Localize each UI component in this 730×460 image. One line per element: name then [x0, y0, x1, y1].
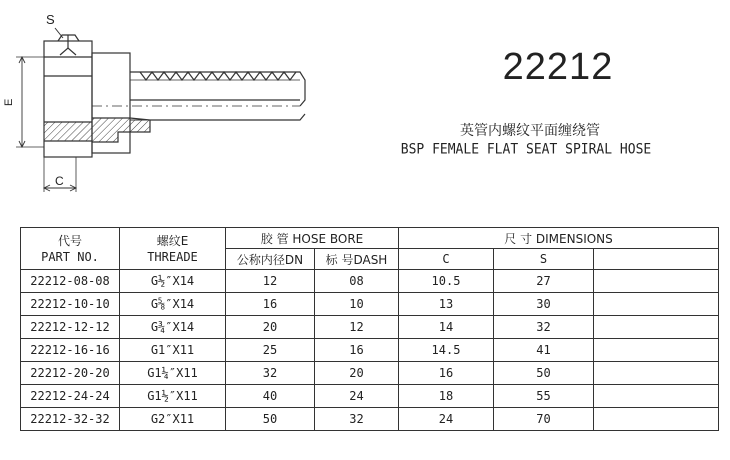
drawing-label-s: S: [46, 12, 55, 27]
table-row: [21, 270, 719, 293]
cell-thread: G1″X11: [120, 339, 226, 362]
cell-part: 22212-24-24: [21, 385, 120, 408]
table-row: [21, 385, 719, 408]
cell-blank: [594, 408, 719, 431]
cell-dn: 32: [226, 362, 315, 385]
table-row: [21, 316, 719, 339]
table-row: [21, 339, 719, 362]
cell-blank: [594, 362, 719, 385]
cell-dash: 20: [315, 362, 399, 385]
cell-s: 55: [494, 385, 594, 408]
cell-blank: [594, 270, 719, 293]
cell-blank: [594, 385, 719, 408]
header-c: C: [399, 249, 494, 270]
cell-s: 30: [494, 293, 594, 316]
cell-dn: 40: [226, 385, 315, 408]
header-hose-bore: 胶 管 HOSE BORE: [226, 228, 399, 249]
cell-c: 16: [399, 362, 494, 385]
cell-c: 14.5: [399, 339, 494, 362]
cell-thread: G½″X14: [120, 270, 226, 293]
cell-dash: 08: [315, 270, 399, 293]
header-s: S: [494, 249, 594, 270]
cell-dash: 10: [315, 293, 399, 316]
table-row: [21, 408, 719, 431]
header-blank: [594, 249, 719, 270]
header-thread-cn: 螺纹E: [156, 233, 189, 248]
cell-thread: G2″X11: [120, 408, 226, 431]
header-part-en: PART NO.: [41, 249, 99, 264]
header-part-cn: 代号: [57, 233, 82, 248]
header-dimensions: 尺 寸 DIMENSIONS: [399, 228, 719, 249]
cell-s: 70: [494, 408, 594, 431]
cell-dn: 25: [226, 339, 315, 362]
header-dn: 公称内径DN: [226, 249, 315, 270]
cell-s: 32: [494, 316, 594, 339]
header-part-no: [21, 228, 120, 270]
header-dash: 标 号DASH: [315, 249, 399, 270]
table-row: [21, 362, 719, 385]
part-code-title: 22212: [502, 46, 614, 88]
cell-thread: G1½″X11: [120, 385, 226, 408]
cell-c: 24: [399, 408, 494, 431]
table-row: [21, 293, 719, 316]
cell-blank: [594, 316, 719, 339]
cell-s: 27: [494, 270, 594, 293]
cell-c: 10.5: [399, 270, 494, 293]
cell-part: 22212-12-12: [21, 316, 120, 339]
title-chinese: 英管内螺纹平面缠绕管: [460, 123, 600, 139]
cell-thread: G⅝″X14: [120, 293, 226, 316]
cell-s: 41: [494, 339, 594, 362]
header-thread-en: THREADE: [147, 249, 198, 264]
drawing-label-c: C: [55, 174, 64, 188]
cell-c: 18: [399, 385, 494, 408]
cell-blank: [594, 339, 719, 362]
cell-part: 22212-32-32: [21, 408, 120, 431]
cell-dn: 20: [226, 316, 315, 339]
cell-dn: 16: [226, 293, 315, 316]
cell-dash: 12: [315, 316, 399, 339]
cell-thread: G¾″X14: [120, 316, 226, 339]
cell-blank: [594, 293, 719, 316]
cell-part: 22212-08-08: [21, 270, 120, 293]
cell-dash: 16: [315, 339, 399, 362]
fitting-drawing: [0, 0, 340, 205]
title-english: BSP FEMALE FLAT SEAT SPIRAL HOSE: [400, 141, 652, 158]
cell-dash: 24: [315, 385, 399, 408]
cell-part: 22212-10-10: [21, 293, 120, 316]
cell-thread: G1¼″X11: [120, 362, 226, 385]
header-thread: [120, 228, 226, 270]
cell-c: 14: [399, 316, 494, 339]
cell-part: 22212-16-16: [21, 339, 120, 362]
drawing-label-e: E: [3, 98, 15, 106]
cell-dn: 50: [226, 408, 315, 431]
cell-s: 50: [494, 362, 594, 385]
dimensions-table: [20, 227, 719, 431]
cell-part: 22212-20-20: [21, 362, 120, 385]
cell-dash: 32: [315, 408, 399, 431]
cell-dn: 12: [226, 270, 315, 293]
cell-c: 13: [399, 293, 494, 316]
